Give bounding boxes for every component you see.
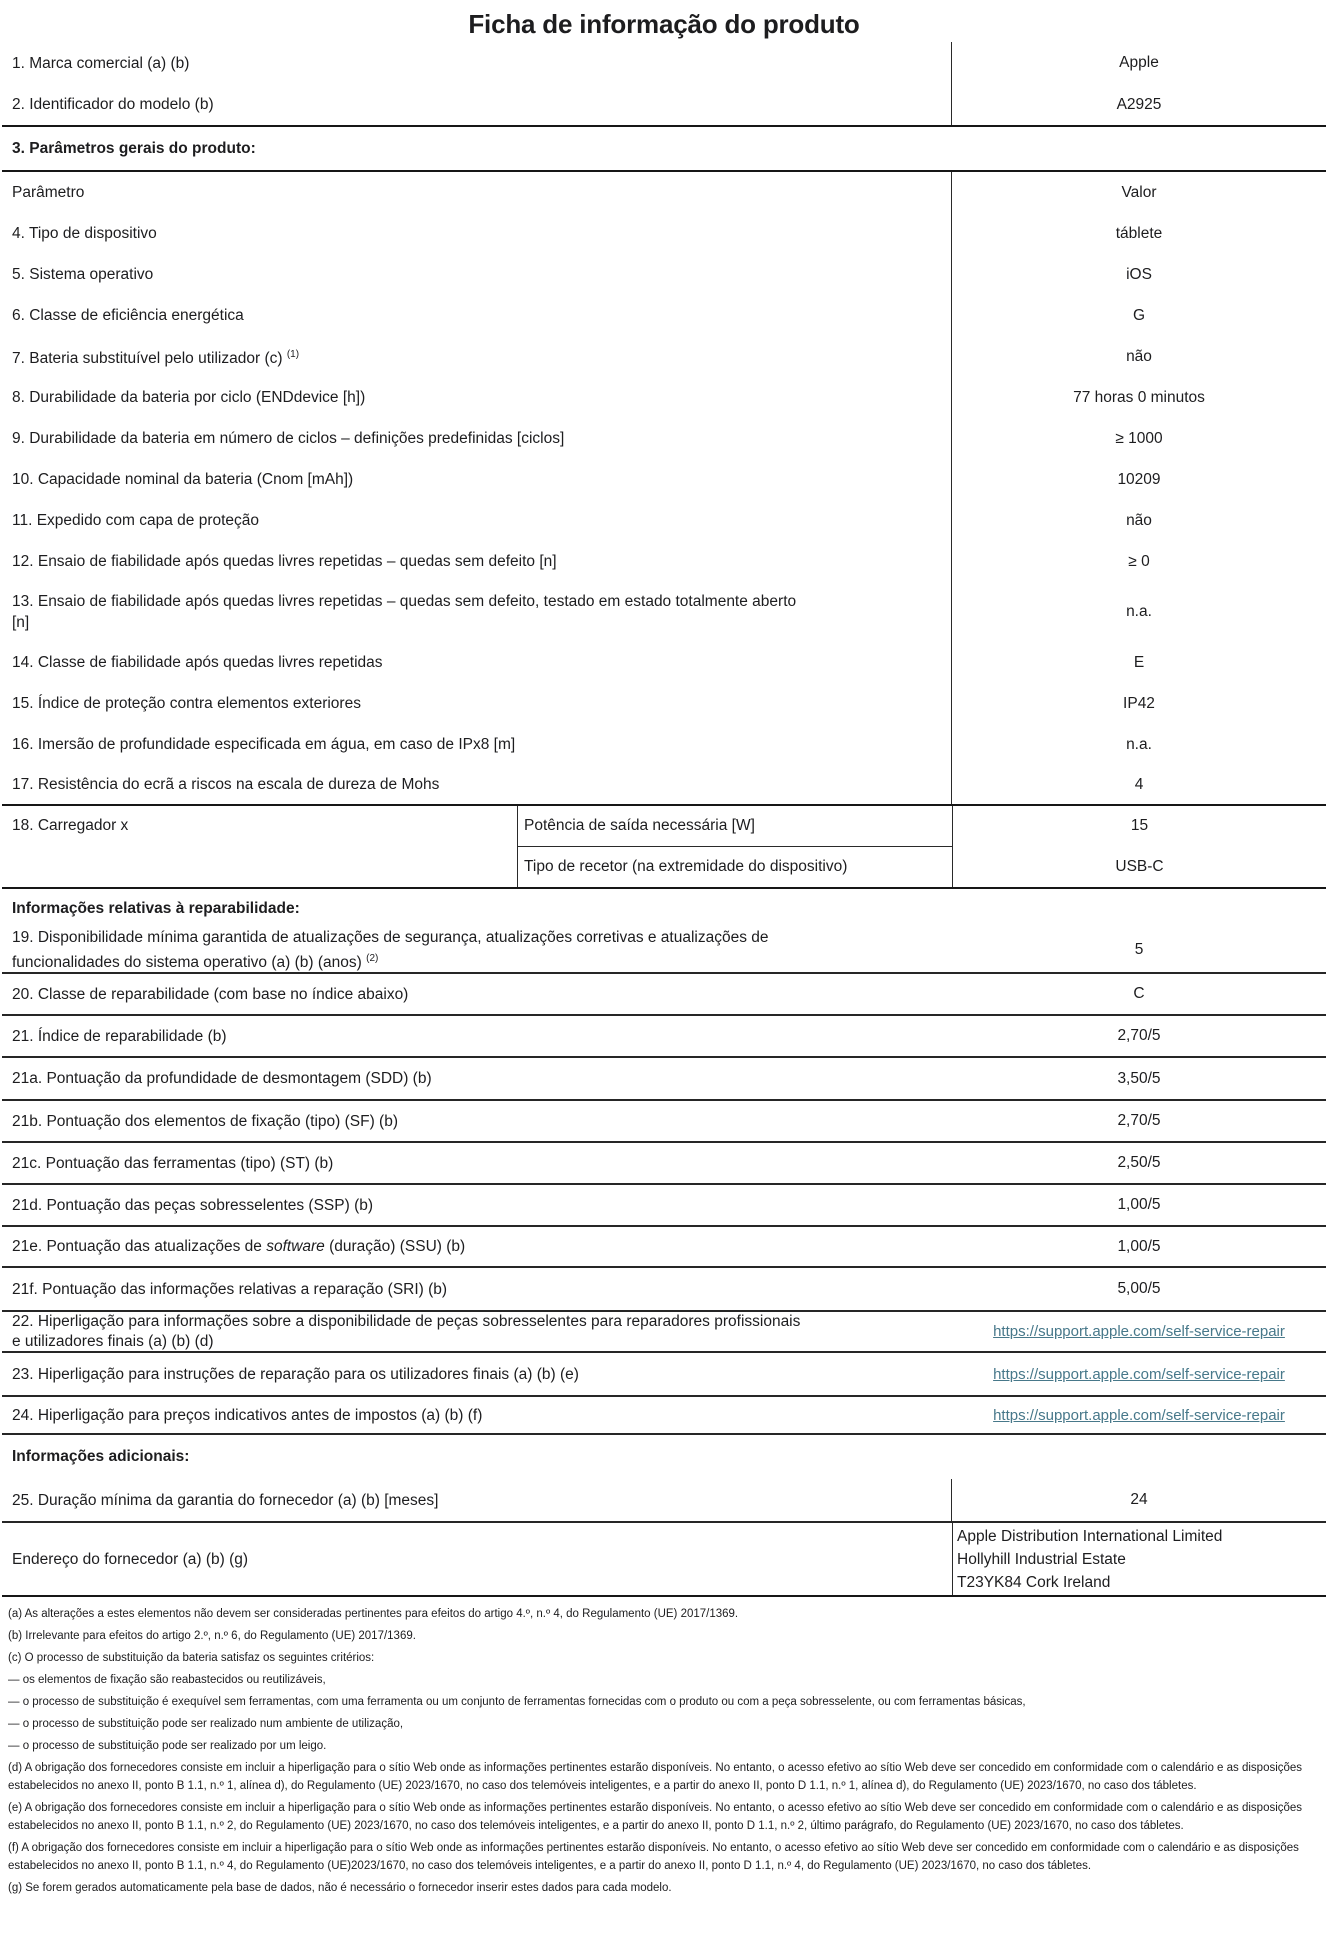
row-free-fall-open-state-line1: 13. Ensaio de fiabilidade após quedas livres repetidas – quedas sem defeito, testado em estado totalmente aberto [12, 593, 797, 610]
indicative-prices-link[interactable]: https://support.apple.com/self-service-repair [993, 1406, 1285, 1424]
row-repair-info-score [2, 1268, 1326, 1312]
row-protective-cover-value: não [951, 500, 1326, 541]
row-energy-class-value: G [951, 295, 1326, 336]
row-trade-mark-label: 1. Marca comercial (a) (b) [12, 54, 190, 72]
row-software-updates-post: (duração) (SSU) (b) [324, 1238, 466, 1255]
row-free-fall-class-value: E [951, 642, 1326, 683]
row-user-replaceable-battery-label [2, 344, 951, 369]
row-scratch-resistance [2, 765, 1326, 806]
row-immersion-depth-value: n.a. [951, 724, 1326, 765]
row-guarantee-duration-label: 25. Duração mínima da garantia do fornecedor (a) (b) [meses] [12, 1491, 439, 1509]
row-charger-receptacle-value: USB-C [1115, 857, 1164, 875]
row-user-replaceable-battery-value: não [951, 336, 1326, 377]
row-trade-mark [2, 42, 1326, 84]
row-disassembly-depth-score-value: 3,50/5 [1117, 1069, 1161, 1087]
column-header-value: Valor [951, 172, 1326, 213]
row-guarantee-duration-value: 24 [951, 1479, 1326, 1521]
row-device-type-value: táblete [951, 213, 1326, 254]
row-battery-capacity [2, 459, 1326, 500]
footnote-c-criterion-2: — o processo de substituição é exequível sem ferramentas, com uma ferramenta ou um conjunto de ferramentas fornecidas com o produto ou com a peça sobresselente, ou com ferramentas básicas, [8, 1696, 1026, 1708]
row-update-availability-value: 5 [1134, 941, 1144, 958]
row-battery-capacity-value: 10209 [951, 459, 1326, 500]
section-repairability: Informações relativas à reparabilidade: [12, 899, 300, 917]
row-battery-endurance-cycles-value: ≥ 1000 [951, 418, 1326, 459]
row-energy-class-label: 6. Classe de eficiência energética [12, 307, 244, 324]
row-repairability-index [2, 1016, 1326, 1058]
footnote-c-criterion-1: — os elementos de fixação são reabastecidos ou reutilizáveis, [8, 1674, 326, 1686]
footnote-a: (a) As alterações a estes elementos não devem ser consideradas pertinentes para efeitos do artigo 4.º, n.º 4, do Regulamento (UE) 2017/1369. [8, 1608, 739, 1620]
supplier-address-line2: Hollyhill Industrial Estate [957, 1550, 1126, 1568]
footnote-c-criterion-3: — o processo de substituição pode ser realizado num ambiente de utilização, [8, 1718, 404, 1730]
row-charger-subvalues [952, 806, 1326, 887]
row-tools-score [2, 1143, 1326, 1185]
row-indicative-prices-link [2, 1397, 1326, 1435]
row-charger-label: 18. Carregador x [12, 817, 129, 834]
row-free-fall-open-state [2, 582, 1326, 642]
page-title: Ficha de informação do produto [468, 9, 860, 39]
footnote-ref-1: (1) [286, 348, 300, 360]
row-battery-endurance-cycle-label: 8. Durabilidade da bateria por ciclo (ENDdevice [h]) [12, 389, 366, 406]
row-tools-score-value: 2,50/5 [1117, 1154, 1161, 1171]
row-user-replaceable-battery [2, 336, 1326, 377]
row-repair-instructions-link-value [952, 1353, 1326, 1395]
row-update-availability-line2 [12, 948, 952, 973]
row-immersion-depth [2, 724, 1326, 765]
row-repairability-class-value: C [1133, 985, 1145, 1002]
row-disassembly-depth-score-label: 21a. Pontuação da profundidade de desmontagem (SDD) (b) [12, 1070, 432, 1087]
row-repair-info-score-value: 5,00/5 [1117, 1280, 1161, 1297]
row-repairability-class-label: 20. Classe de reparabilidade (com base no índice abaixo) [12, 985, 409, 1003]
row-scratch-resistance-value: 4 [951, 765, 1326, 804]
row-spare-parts-score-value: 1,00/5 [1117, 1196, 1161, 1213]
footnote-c: (c) O processo de substituição da bateria satisfaz os seguintes critérios: [8, 1652, 375, 1664]
row-free-fall-open-state-line2: [n] [12, 614, 30, 631]
footnote-d: (d) A obrigação dos fornecedores consiste em incluir a hiperligação para o sítio Web onde as informações pertinentes estarão disponíveis. No entanto, o acesso efetivo ao sítio Web deve ser concedido em conformidade com o calendário e as disposições estabelecidos no anexo II, ponto B 1.1, n.º 1, alínea d), do Regulamento (UE) 2023/1670, no caso dos telemóveis inteligentes, e a partir do anexo II, ponto D 1.1, n.º 1, alínea d), do Regulamento (UE) 2023/1670, no caso dos tábletes. [8, 1762, 1303, 1792]
row-ingress-protection-value: IP42 [951, 683, 1326, 724]
supplier-address-line3: T23YK84 Cork Ireland [957, 1573, 1111, 1591]
row-charger-subparams [517, 806, 952, 887]
row-repairability-class [2, 974, 1326, 1016]
row-battery-capacity-label: 10. Capacidade nominal da bateria (Cnom [mAh]) [12, 471, 354, 488]
row-repair-instructions-link-label: 23. Hiperligação para instruções de reparação para os utilizadores finais (a) (b) (e) [12, 1365, 579, 1383]
row-charger-output-power-label: Potência de saída necessária [W] [518, 806, 952, 847]
row-free-fall-no-defect-value: ≥ 0 [951, 541, 1326, 582]
table-header-row [2, 172, 1326, 213]
row-update-availability [2, 928, 1326, 974]
row-spare-parts-score-label: 21d. Pontuação das peças sobresselentes (SSP) (b) [12, 1196, 374, 1214]
row-model-identifier-value: A2925 [951, 84, 1326, 125]
row-free-fall-class-label: 14. Classe de fiabilidade após quedas livres repetidas [12, 654, 383, 671]
row-software-updates-score-value: 1,00/5 [1117, 1237, 1161, 1255]
footnote-f: (f) A obrigação dos fornecedores consiste em incluir a hiperligação para o sítio Web onde as informações pertinentes estarão disponíveis. No entanto, o acesso efetivo ao sítio Web deve ser concedido em conformidade com o calendário e as disposições estabelecidos no anexo II, ponto B 1.1, n.º 4, do Regulamento (UE)2023/1670, no caso dos telemóveis inteligentes, e a partir do anexo II, ponto D 1.1, n.º 4, do Regulamento (UE) 2023/1670, no caso dos tábletes. [8, 1842, 1299, 1872]
row-update-availability-line2-text: funcionalidades do sistema operativo (a) (b) (anos) [12, 954, 362, 972]
row-battery-endurance-cycles-label: 9. Durabilidade da bateria em número de ciclos – definições predefinidas [ciclos] [12, 430, 565, 447]
row-battery-endurance-cycle-value: 77 horas 0 minutos [951, 377, 1326, 418]
row-battery-endurance-cycles [2, 418, 1326, 459]
row-device-type-label: 4. Tipo de dispositivo [12, 225, 157, 242]
row-model-identifier [2, 84, 1326, 127]
row-repair-instructions-link [2, 1353, 1326, 1397]
row-repairability-index-label: 21. Índice de reparabilidade (b) [12, 1027, 227, 1045]
row-model-identifier-label: 2. Identificador do modelo (b) [12, 96, 214, 113]
row-software-updates-score-label [2, 1236, 952, 1257]
row-repairability-index-value: 2,70/5 [1117, 1027, 1161, 1044]
row-free-fall-class [2, 642, 1326, 683]
row-ingress-protection [2, 683, 1326, 724]
row-spare-parts-link-label [2, 1312, 952, 1352]
row-fasteners-score-value: 2,70/5 [1117, 1112, 1161, 1129]
row-supplier-address [2, 1523, 1326, 1597]
repair-instructions-link[interactable]: https://support.apple.com/self-service-repair [993, 1365, 1285, 1383]
footnote-ref-2: (2) [366, 952, 379, 964]
spare-parts-availability-link[interactable]: https://support.apple.com/self-service-repair [993, 1323, 1285, 1340]
row-repair-info-score-label: 21f. Pontuação das informações relativas a reparação (SRI) (b) [12, 1280, 448, 1298]
row-charger [2, 806, 1326, 889]
footnote-g: (g) Se forem gerados automaticamente pela base de dados, não é necessário o fornecedor inserir estes dados para cada modelo. [8, 1882, 672, 1894]
row-disassembly-depth-score [2, 1058, 1326, 1101]
row-device-type [2, 213, 1326, 254]
row-spare-parts-link-value [952, 1312, 1326, 1351]
row-free-fall-no-defect [2, 541, 1326, 582]
row-operating-system-value: iOS [951, 254, 1326, 295]
row-protective-cover [2, 500, 1326, 541]
row-spare-parts-score [2, 1185, 1326, 1227]
row-software-updates-score [2, 1227, 1326, 1268]
row-tools-score-label: 21c. Pontuação das ferramentas (tipo) (ST) (b) [12, 1154, 334, 1172]
row-free-fall-open-state-value: n.a. [951, 582, 1326, 642]
row-ingress-protection-label: 15. Índice de proteção contra elementos exteriores [12, 695, 361, 712]
supplier-address-line1: Apple Distribution International Limited [957, 1527, 1223, 1545]
row-spare-parts-link-line1: 22. Hiperligação para informações sobre a disponibilidade de peças sobresselentes para reparadores profissionais [12, 1312, 801, 1330]
row-charger-output-power-value: 15 [1130, 817, 1149, 835]
row-update-availability-label [2, 927, 952, 973]
footnote-e: (e) A obrigação dos fornecedores consiste em incluir a hiperligação para o sítio Web onde as informações pertinentes estarão disponíveis. No entanto, o acesso efetivo ao sítio Web deve ser concedido em conformidade com o calendário e as disposições estabelecidos no anexo II, ponto B 1.1, n.º 2, do Regulamento (UE) 2023/1670, no caso dos telemóveis inteligentes, e a partir do anexo II, ponto D 1.1, n.º 2, último parágrafo, do Regulamento (UE) 2023/1670, no caso dos tábletes. [8, 1802, 1303, 1832]
row-supplier-address-value [952, 1523, 1326, 1595]
row-operating-system [2, 254, 1326, 295]
footnote-c-criterion-4: — o processo de substituição pode ser realizado por um leigo. [8, 1740, 327, 1752]
row-indicative-prices-link-label: 24. Hiperligação para preços indicativos antes de impostos (a) (b) (f) [12, 1406, 483, 1424]
column-header-parameter: Parâmetro [12, 184, 85, 201]
footnote-b: (b) Irrelevante para efeitos do artigo 2.º, n.º 6, do Regulamento (UE) 2017/1369. [8, 1630, 416, 1642]
row-fasteners-score-label: 21b. Pontuação dos elementos de fixação (tipo) (SF) (b) [12, 1112, 398, 1130]
row-energy-class [2, 295, 1326, 336]
row-update-availability-line1: 19. Disponibilidade mínima garantida de atualizações de segurança, atualizações corretivas e atualizações de [12, 928, 769, 946]
row-guarantee-duration [2, 1479, 1326, 1523]
row-charger-receptacle-label: Tipo de recetor (na extremidade do dispositivo) [524, 858, 848, 875]
row-protective-cover-label: 11. Expedido com capa de proteção [12, 512, 260, 529]
row-indicative-prices-link-value [952, 1397, 1326, 1433]
row-user-replaceable-battery-text: 7. Bateria substituível pelo utilizador (c) [12, 350, 283, 368]
row-immersion-depth-label: 16. Imersão de profundidade especificada em água, em caso de IPx8 [m] [12, 736, 516, 753]
row-operating-system-label: 5. Sistema operativo [12, 266, 154, 283]
row-battery-endurance-cycle [2, 377, 1326, 418]
row-supplier-address-label: Endereço do fornecedor (a) (b) (g) [12, 1550, 249, 1568]
row-trade-mark-value: Apple [951, 42, 1326, 84]
section-general-parameters: 3. Parâmetros gerais do produto: [2, 127, 1326, 172]
footnotes [2, 1597, 1326, 1897]
row-scratch-resistance-label: 17. Resistência do ecrã a riscos na escala de dureza de Mohs [12, 776, 440, 793]
row-free-fall-open-state-label [2, 591, 951, 633]
row-spare-parts-link [2, 1312, 1326, 1353]
row-software-updates-pre: 21e. Pontuação das atualizações de [12, 1238, 267, 1255]
row-spare-parts-link-line2: e utilizadores finais (a) (b) (d) [12, 1332, 214, 1350]
row-free-fall-no-defect-label: 12. Ensaio de fiabilidade após quedas livres repetidas – quedas sem defeito [n] [12, 553, 557, 570]
row-software-updates-italic: software [266, 1238, 325, 1255]
section-additional-info: Informações adicionais: [12, 1448, 190, 1465]
row-fasteners-score [2, 1101, 1326, 1143]
